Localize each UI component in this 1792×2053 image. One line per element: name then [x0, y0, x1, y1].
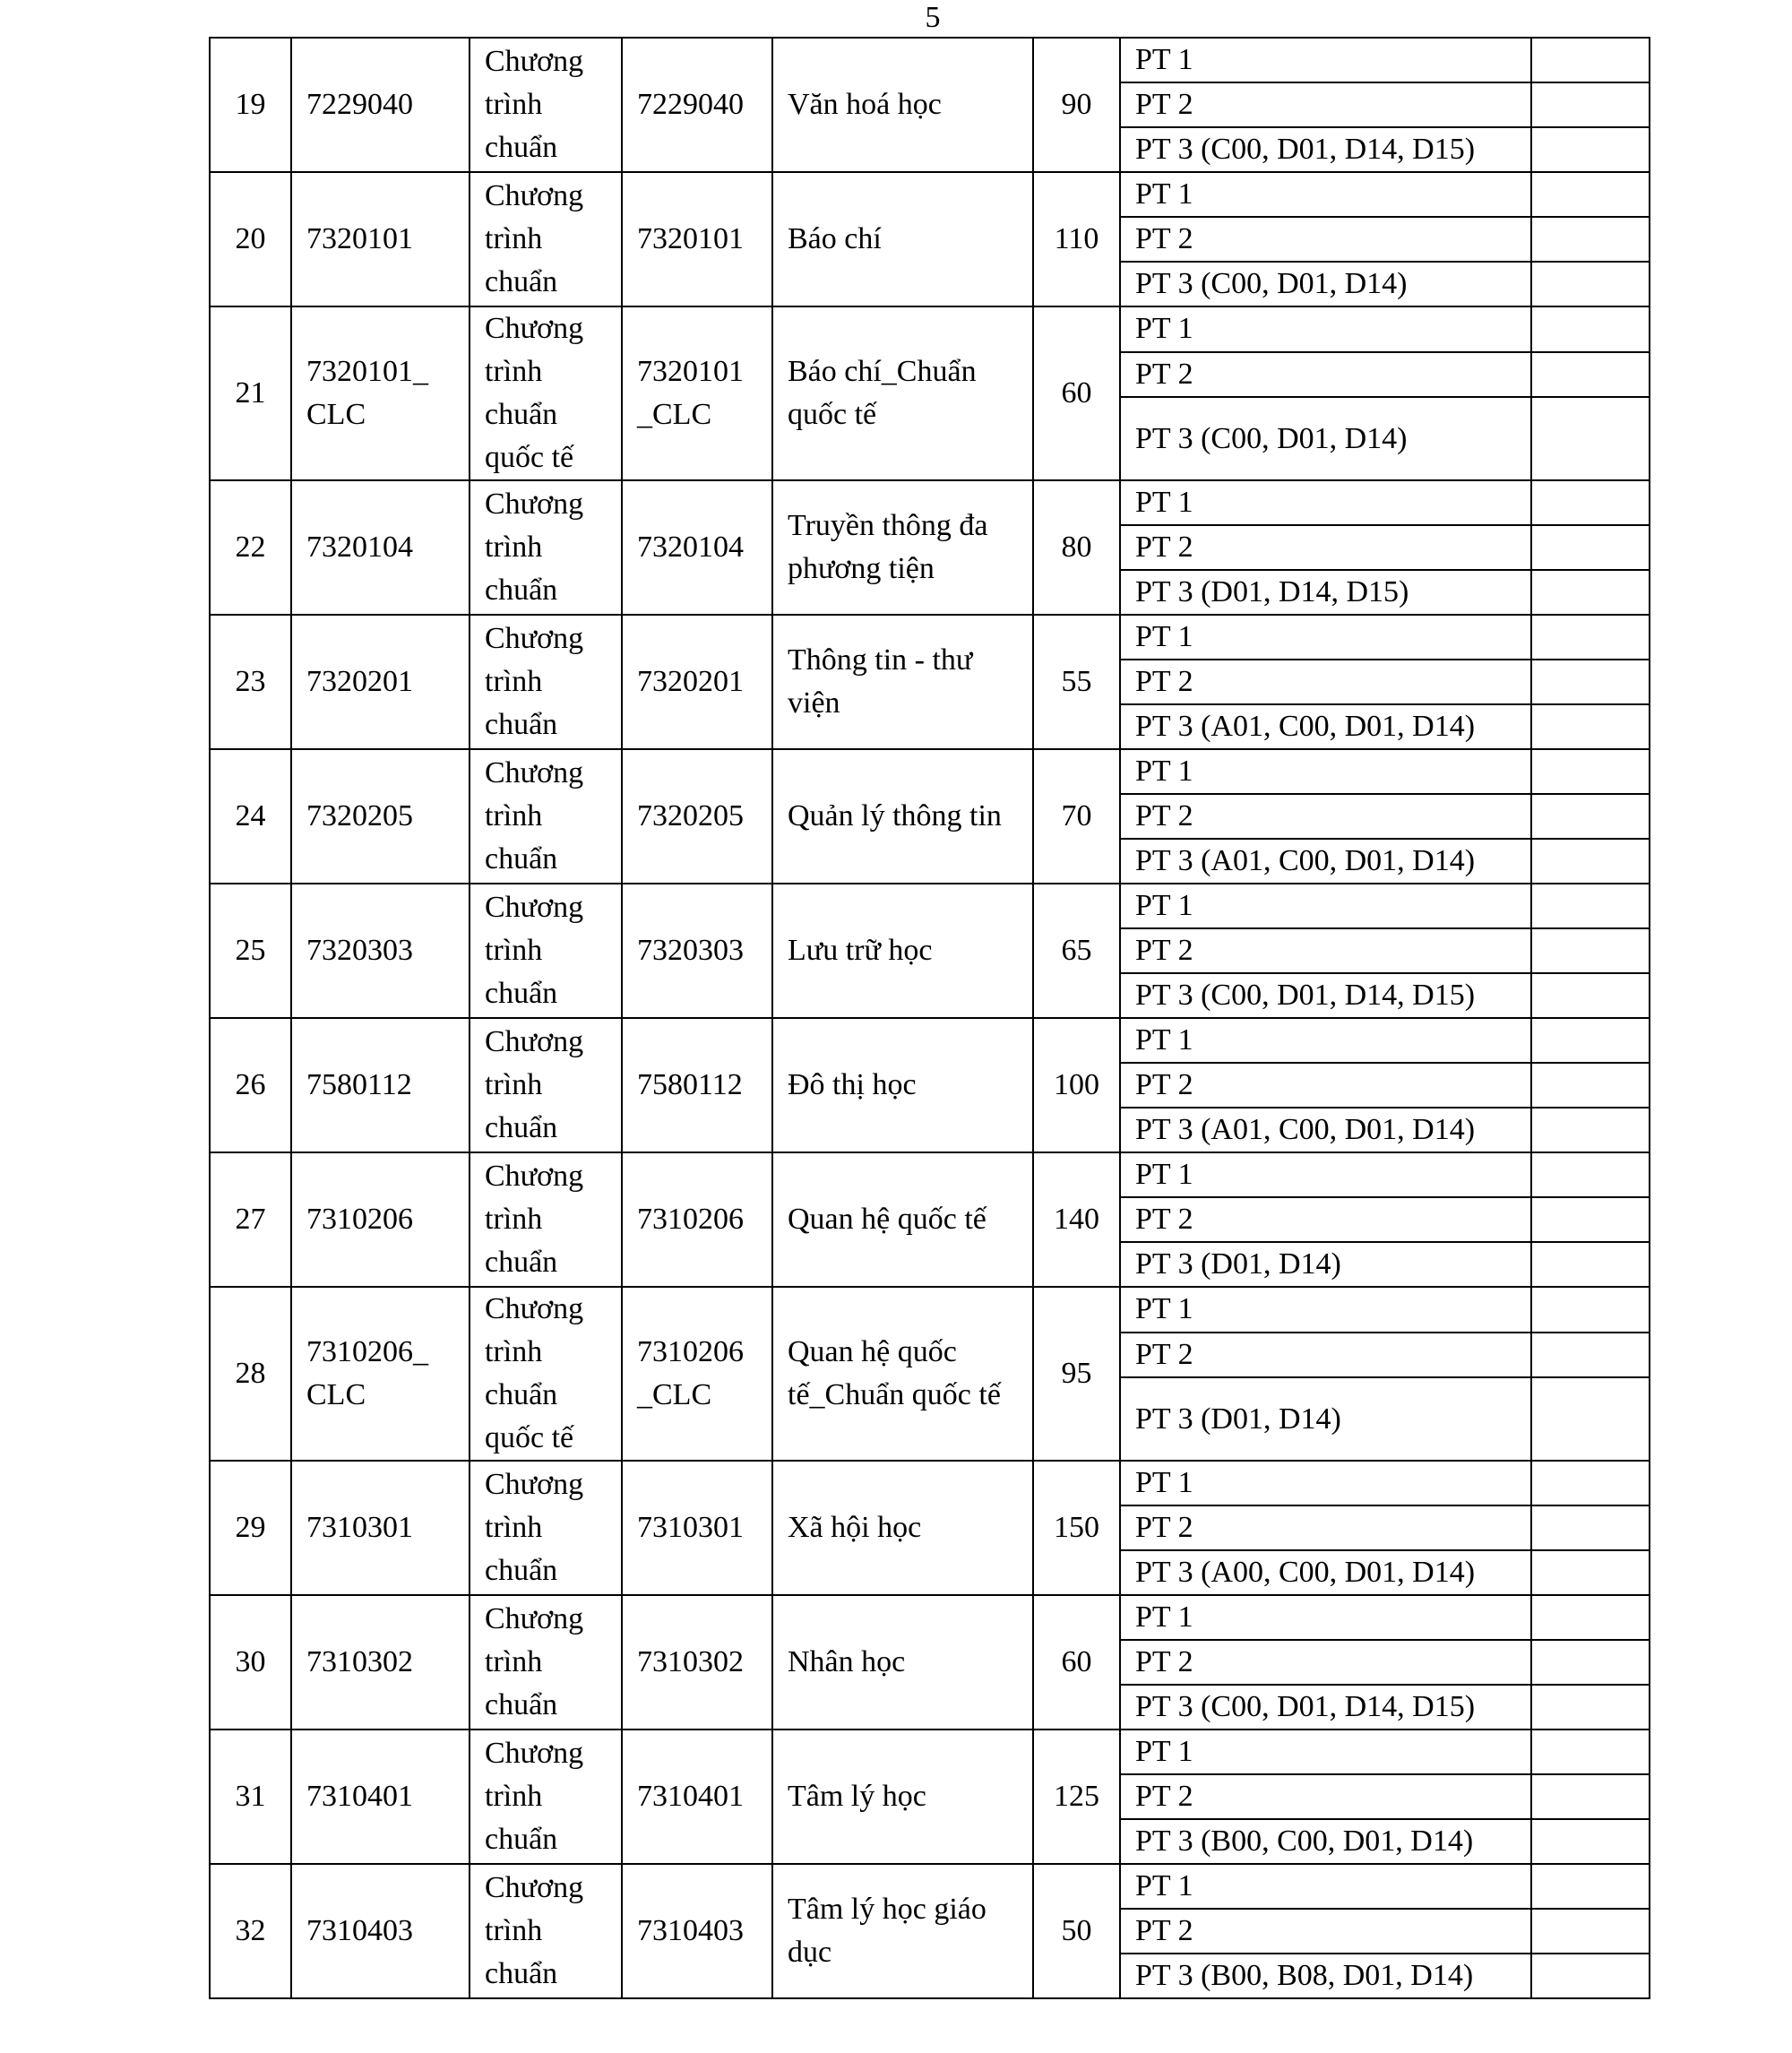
admission-method-cell: PT 3 (A01, C00, D01, D14) — [1120, 704, 1531, 749]
row-major-name-cell: Báo chí_Chuẩn quốc tế — [772, 306, 1033, 480]
table-row — [210, 615, 1650, 660]
row-code-cell: 7320104 — [291, 480, 470, 615]
row-quota-cell: 90 — [1033, 38, 1120, 172]
row-program-cell: Chương trình chuẩn quốc tế — [470, 1287, 622, 1461]
row-program-cell: Chương trình chuẩn — [470, 480, 622, 615]
admission-method-cell: PT 1 — [1120, 172, 1531, 217]
row-quota-cell: 60 — [1033, 306, 1120, 480]
admission-method-cell: PT 2 — [1120, 217, 1531, 262]
admission-table — [209, 37, 1650, 1999]
row-major-name-cell: Truyền thông đa phương tiện — [772, 480, 1033, 615]
row-program-cell: Chương trình chuẩn — [470, 1595, 622, 1730]
notes-cell — [1531, 262, 1650, 306]
row-code-cell: 7310403 — [291, 1864, 470, 1998]
admission-method-cell: PT 3 (D01, D14, D15) — [1120, 570, 1531, 615]
admission-method-cell: PT 1 — [1120, 480, 1531, 525]
table-row — [210, 1461, 1650, 1505]
notes-cell — [1531, 1152, 1650, 1197]
admission-method-cell: PT 2 — [1120, 660, 1531, 704]
row-stt-cell: 27 — [210, 1152, 291, 1287]
row-major-name-cell: Quan hệ quốc tế — [772, 1152, 1033, 1287]
row-quota-cell: 55 — [1033, 615, 1120, 749]
row-code-cell: 7310302 — [291, 1595, 470, 1730]
notes-cell — [1531, 704, 1650, 749]
row-program-cell: Chương trình chuẩn — [470, 615, 622, 749]
row-major-code-cell: 7320201 — [622, 615, 772, 749]
admission-method-cell: PT 3 (D01, D14) — [1120, 1242, 1531, 1287]
row-major-code-cell: 7320101 — [622, 172, 772, 306]
admission-method-cell: PT 2 — [1120, 928, 1531, 973]
notes-cell — [1531, 749, 1650, 794]
admission-method-cell: PT 1 — [1120, 1287, 1531, 1333]
row-program-cell: Chương trình chuẩn — [470, 884, 622, 1018]
row-code-cell: 7310206 — [291, 1152, 470, 1287]
notes-cell — [1531, 82, 1650, 127]
row-major-code-cell: 7580112 — [622, 1018, 772, 1152]
admission-method-cell: PT 2 — [1120, 82, 1531, 127]
admission-method-cell: PT 1 — [1120, 306, 1531, 352]
row-major-name-cell: Nhân học — [772, 1595, 1033, 1730]
table-row — [210, 172, 1650, 217]
notes-cell — [1531, 570, 1650, 615]
table-row — [210, 749, 1650, 794]
notes-cell — [1531, 1550, 1650, 1595]
admission-method-cell: PT 3 (C00, D01, D14) — [1120, 397, 1531, 480]
row-stt-cell: 23 — [210, 615, 291, 749]
row-major-name-cell: Tâm lý học — [772, 1730, 1033, 1864]
row-program-cell: Chương trình chuẩn quốc tế — [470, 306, 622, 480]
notes-cell — [1531, 352, 1650, 398]
row-code-cell: 7320303 — [291, 884, 470, 1018]
notes-cell — [1531, 525, 1650, 570]
row-quota-cell: 125 — [1033, 1730, 1120, 1864]
table-row — [210, 1018, 1650, 1063]
row-stt-cell: 24 — [210, 749, 291, 884]
notes-cell — [1531, 1461, 1650, 1505]
row-stt-cell: 26 — [210, 1018, 291, 1152]
notes-cell — [1531, 884, 1650, 928]
row-code-cell: 7320201 — [291, 615, 470, 749]
notes-cell — [1531, 1819, 1650, 1864]
row-program-cell: Chương trình chuẩn — [470, 38, 622, 172]
table-row — [210, 1730, 1650, 1774]
row-major-name-cell: Lưu trữ học — [772, 884, 1033, 1018]
row-major-code-cell: 7320104 — [622, 480, 772, 615]
row-code-cell: 7320205 — [291, 749, 470, 884]
admission-method-cell: PT 1 — [1120, 1152, 1531, 1197]
row-code-cell: 7310206_ CLC — [291, 1287, 470, 1461]
notes-cell — [1531, 1505, 1650, 1550]
row-quota-cell: 50 — [1033, 1864, 1120, 1998]
table-row — [210, 1152, 1650, 1197]
row-quota-cell: 95 — [1033, 1287, 1120, 1461]
notes-cell — [1531, 1685, 1650, 1730]
row-code-cell: 7580112 — [291, 1018, 470, 1152]
admission-method-cell: PT 3 (A01, C00, D01, D14) — [1120, 1108, 1531, 1152]
row-quota-cell: 140 — [1033, 1152, 1120, 1287]
row-major-code-cell: 7310403 — [622, 1864, 772, 1998]
row-major-name-cell: Xã hội học — [772, 1461, 1033, 1595]
notes-cell — [1531, 306, 1650, 352]
table-row — [210, 1287, 1650, 1333]
notes-cell — [1531, 38, 1650, 82]
row-quota-cell: 110 — [1033, 172, 1120, 306]
row-major-name-cell: Quan hệ quốc tế_Chuẩn quốc tế — [772, 1287, 1033, 1461]
admission-method-cell: PT 3 (A01, C00, D01, D14) — [1120, 839, 1531, 884]
admission-method-cell: PT 3 (C00, D01, D14, D15) — [1120, 973, 1531, 1018]
row-major-name-cell: Đô thị học — [772, 1018, 1033, 1152]
notes-cell — [1531, 1108, 1650, 1152]
row-major-code-cell: 7320303 — [622, 884, 772, 1018]
row-code-cell: 7310301 — [291, 1461, 470, 1595]
row-quota-cell: 150 — [1033, 1461, 1120, 1595]
row-major-name-cell: Báo chí — [772, 172, 1033, 306]
row-stt-cell: 22 — [210, 480, 291, 615]
row-program-cell: Chương trình chuẩn — [470, 1461, 622, 1595]
row-major-code-cell: 7310401 — [622, 1730, 772, 1864]
notes-cell — [1531, 127, 1650, 172]
row-code-cell: 7320101 — [291, 172, 470, 306]
row-quota-cell: 100 — [1033, 1018, 1120, 1152]
row-program-cell: Chương trình chuẩn — [470, 1018, 622, 1152]
notes-cell — [1531, 660, 1650, 704]
notes-cell — [1531, 217, 1650, 262]
admission-method-cell: PT 2 — [1120, 1333, 1531, 1378]
table-row — [210, 306, 1650, 352]
row-major-code-cell: 7310206 — [622, 1152, 772, 1287]
notes-cell — [1531, 172, 1650, 217]
row-major-name-cell: Thông tin - thư viện — [772, 615, 1033, 749]
page-number: 5 — [925, 1, 941, 34]
row-code-cell: 7229040 — [291, 38, 470, 172]
notes-cell — [1531, 1287, 1650, 1333]
table-row — [210, 1864, 1650, 1909]
notes-cell — [1531, 1730, 1650, 1774]
row-major-name-cell: Quản lý thông tin — [772, 749, 1033, 884]
admission-method-cell: PT 3 (B00, B08, D01, D14) — [1120, 1954, 1531, 1998]
row-major-name-cell: Văn hoá học — [772, 38, 1033, 172]
row-stt-cell: 30 — [210, 1595, 291, 1730]
notes-cell — [1531, 1909, 1650, 1954]
admission-method-cell: PT 3 (C00, D01, D14, D15) — [1120, 1685, 1531, 1730]
row-program-cell: Chương trình chuẩn — [470, 1152, 622, 1287]
row-stt-cell: 21 — [210, 306, 291, 480]
row-major-code-cell: 7310301 — [622, 1461, 772, 1595]
row-quota-cell: 65 — [1033, 884, 1120, 1018]
row-program-cell: Chương trình chuẩn — [470, 1730, 622, 1864]
notes-cell — [1531, 1864, 1650, 1909]
notes-cell — [1531, 1333, 1650, 1378]
row-major-name-cell: Tâm lý học giáo dục — [772, 1864, 1033, 1998]
admission-method-cell: PT 1 — [1120, 615, 1531, 660]
notes-cell — [1531, 1954, 1650, 1998]
table-row — [210, 38, 1650, 82]
admission-method-cell: PT 2 — [1120, 1063, 1531, 1108]
row-stt-cell: 31 — [210, 1730, 291, 1864]
notes-cell — [1531, 397, 1650, 480]
notes-cell — [1531, 1063, 1650, 1108]
admission-method-cell: PT 2 — [1120, 1640, 1531, 1685]
notes-cell — [1531, 973, 1650, 1018]
table-row — [210, 1595, 1650, 1640]
notes-cell — [1531, 480, 1650, 525]
row-code-cell: 7320101_ CLC — [291, 306, 470, 480]
row-program-cell: Chương trình chuẩn — [470, 749, 622, 884]
notes-cell — [1531, 839, 1650, 884]
row-quota-cell: 60 — [1033, 1595, 1120, 1730]
notes-cell — [1531, 1595, 1650, 1640]
admission-method-cell: PT 1 — [1120, 1018, 1531, 1063]
row-major-code-cell: 7310206 _CLC — [622, 1287, 772, 1461]
row-quota-cell: 70 — [1033, 749, 1120, 884]
row-quota-cell: 80 — [1033, 480, 1120, 615]
row-major-code-cell: 7320101 _CLC — [622, 306, 772, 480]
notes-cell — [1531, 1640, 1650, 1685]
row-stt-cell: 32 — [210, 1864, 291, 1998]
admission-method-cell: PT 1 — [1120, 1461, 1531, 1505]
admission-method-cell: PT 1 — [1120, 749, 1531, 794]
row-stt-cell: 29 — [210, 1461, 291, 1595]
notes-cell — [1531, 1242, 1650, 1287]
notes-cell — [1531, 615, 1650, 660]
admission-method-cell: PT 1 — [1120, 884, 1531, 928]
admission-method-cell: PT 2 — [1120, 1774, 1531, 1819]
admission-method-cell: PT 1 — [1120, 1595, 1531, 1640]
notes-cell — [1531, 1197, 1650, 1242]
row-stt-cell: 28 — [210, 1287, 291, 1461]
admission-method-cell: PT 2 — [1120, 1197, 1531, 1242]
notes-cell — [1531, 1377, 1650, 1461]
admission-method-cell: PT 3 (B00, C00, D01, D14) — [1120, 1819, 1531, 1864]
admission-method-cell: PT 3 (A00, C00, D01, D14) — [1120, 1550, 1531, 1595]
table-row — [210, 884, 1650, 928]
table-body — [210, 38, 1650, 1998]
row-program-cell: Chương trình chuẩn — [470, 1864, 622, 1998]
row-stt-cell: 20 — [210, 172, 291, 306]
table-row — [210, 480, 1650, 525]
notes-cell — [1531, 928, 1650, 973]
admission-method-cell: PT 1 — [1120, 1864, 1531, 1909]
row-major-code-cell: 7310302 — [622, 1595, 772, 1730]
notes-cell — [1531, 1774, 1650, 1819]
row-major-code-cell: 7229040 — [622, 38, 772, 172]
admission-method-cell: PT 2 — [1120, 1505, 1531, 1550]
admission-method-cell: PT 3 (C00, D01, D14, D15) — [1120, 127, 1531, 172]
admission-method-cell: PT 1 — [1120, 38, 1531, 82]
admission-method-cell: PT 2 — [1120, 1909, 1531, 1954]
row-stt-cell: 19 — [210, 38, 291, 172]
row-code-cell: 7310401 — [291, 1730, 470, 1864]
admission-method-cell: PT 2 — [1120, 352, 1531, 398]
admission-method-cell: PT 1 — [1120, 1730, 1531, 1774]
row-major-code-cell: 7320205 — [622, 749, 772, 884]
row-program-cell: Chương trình chuẩn — [470, 172, 622, 306]
notes-cell — [1531, 794, 1650, 839]
admission-method-cell: PT 3 (D01, D14) — [1120, 1377, 1531, 1461]
admission-method-cell: PT 2 — [1120, 794, 1531, 839]
notes-cell — [1531, 1018, 1650, 1063]
row-stt-cell: 25 — [210, 884, 291, 1018]
admission-method-cell: PT 2 — [1120, 525, 1531, 570]
admission-method-cell: PT 3 (C00, D01, D14) — [1120, 262, 1531, 306]
